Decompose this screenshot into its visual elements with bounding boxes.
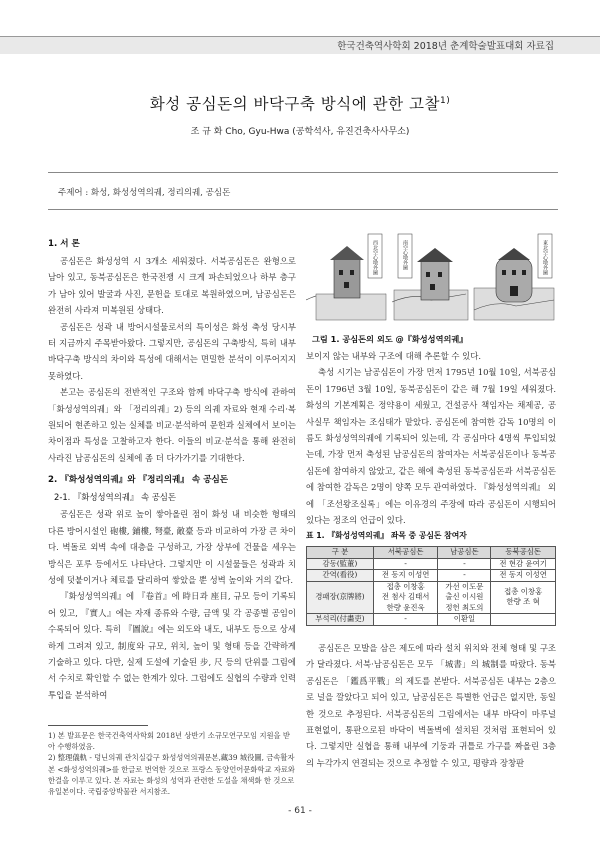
running-header: 한국건축역사학회 2018년 춘계학술발표대회 자료집 xyxy=(337,41,554,52)
figure-label-b: 南空心墩外圖 xyxy=(402,240,408,270)
paragraph: 공심돈은 화성성역 시 3개소 세워졌다. 서북공심돈은 완형으로 남아 있고, 동북공심돈은 한국전쟁 시 크게 파손되었으나 하부 층구가 남아 있어 발굴과 사진, 문헌을 토대로 복원하였으며, 남공심돈은 완전히 사라져 미복원된 상태다. xyxy=(48,256,296,316)
footnotes xyxy=(48,730,296,797)
figure-panel-c xyxy=(474,234,554,320)
table-row xyxy=(307,570,556,582)
figure-panel-a xyxy=(306,234,386,320)
table-cell: 접총 이창홍 전 첨사 김태서 한량 윤진욱 xyxy=(373,581,438,614)
footnote-rule xyxy=(48,725,148,726)
paragraph: 본고는 공심돈의 전반적인 구조와 함께 바닥구축 방식에 관하여 「화성성역의궤」와 「정리의궤」2) 등의 의궤 자료와 현재 수리·복원되어 현존하고 있는 실체를 비교·분석하여 문헌과 실체에서 보이는 차이점과 특성을 고찰하고자 한다. 이들의 비교·분석을 통해 완전히 사라진 남공심돈의 실체에 좀 더 다가가기를 기대한다. xyxy=(48,387,296,463)
table-cell: - xyxy=(373,614,438,626)
table-cell: - xyxy=(438,558,491,570)
table-row xyxy=(307,581,556,614)
footnote-2: 2) 整理儀軌 - 덩닌의궤 관치실갑구 화성성역의궤문본,藏39 城役圖, 금속활자본 <화성성역의궤>를 한글로 번역한 것으로 프랑스 동양언어문화학교 자료와 한결을 이루고 있다. 본 자료는 화성의 성역과 관련한 도설을 채색화 한 것으로 유일본이다. 국립중앙박물관 서지참조. xyxy=(48,753,295,797)
paper-title xyxy=(0,92,600,114)
keywords: 주제어 : 화성, 화성성역의궤, 정리의궤, 공심돈 xyxy=(58,188,231,198)
right-column-bottom xyxy=(306,640,556,771)
title-text: 화성 공심돈의 바닥구축 방식에 관한 고찰 xyxy=(149,95,440,113)
paragraph: 공심돈은 모발을 삼은 제도에 따라 설치 위치와 전체 형태 및 구조가 달라졌다. 서북·남공심돈은 모두 「城書」의 城制를 따랐다. 동북공심돈은 「鑑爲平戰」의 제도를 본받다. 서북공심돈 내부는 2층으로 널을 깔았다고 되어 있고, 남공심돈은 특별한 언급은 없지만, 동일한 것으로 추정된다. 서북공심돈의 그림에서는 내부 바닥이 마루널 표현없이, 통판으로된 바닥이 벽돌벽에 설치된 것처럼 표현되어 있다. 그렇지만 실협을 통해 내부에 기둥과 귀틀로 가구를 짜올린 3층의 누각가지 연결되는 것으로 추정할 수 있고, 평량과 장창판 xyxy=(306,643,556,768)
row-label: 경패장(京牌將) xyxy=(307,581,374,614)
table-cell: 전 동지 이성연 xyxy=(373,570,438,582)
table-cell: 전 현감 윤여기 xyxy=(491,558,556,570)
section-1-title: 1. 서 론 xyxy=(48,239,80,249)
table-header: 동북공심돈 xyxy=(491,547,556,559)
row-label: 간역(看役) xyxy=(307,570,374,582)
footnote-1: 1) 본 발표문은 한국건축역사학회 2018년 상반기 소규모연구모임 지원을 받아 수행하였음. xyxy=(48,731,290,752)
table-cell: 이환일 xyxy=(438,614,491,626)
figure-1-drawings xyxy=(306,230,556,322)
figure-panel-b xyxy=(392,234,468,320)
author-line: 조 규 화 Cho, Gyu-Hwa (공학석사, 유진건축사사무소) xyxy=(190,127,410,137)
figure-label-a: 西北空心墩外圖 xyxy=(372,240,378,275)
paragraph: 보이지 않는 내부와 구조에 대해 추론할 수 있다. xyxy=(306,351,482,361)
section-2-1-title: 2-1. 『화성성역의궤』 속 공심돈 xyxy=(54,492,176,503)
table-cell xyxy=(491,614,556,626)
table-row xyxy=(307,558,556,570)
paragraph: 축성 시기는 남공심돈이 가장 먼저 1795년 10월 10일, 서북공심돈이 1796년 3월 10일, 동북공심돈이 같은 해 7월 19일 세워졌다. 화성의 기본계획은 정약용이 세웠고, 건설공사 책임자는 채제공, 공사실무 책임자는 조심태가 맡았다. 공심돈에 참여한 감독 10명의 이름도 화성성역의궤에 기록되어 있는데, 각 공심마다 4명씩 투입되었는데, 가장 먼저 축성된 남공심돈의 참여자는 서북공심돈이나 동북공심돈에 참여하지 않았고, 같은 해에 축성된 동북공심돈과 서북공심돈에 참여한 감독은 2명이 양쪽 모두 관여하였다. 『화성성역의궤』 외에 「조선왕조실록」에는 이유경의 주장에 따라 공심돈이 시행되어 있다는 정조의 언급이 있다. xyxy=(306,367,556,526)
table-cell: 가선 이도문 출신 이시원 정헌 최도의 xyxy=(438,581,491,614)
table-caption: 표 1. 『화성성역의궤』 좌목 중 공심돈 참여자 xyxy=(306,531,467,540)
table-header-row xyxy=(307,547,556,559)
table-cell: 접총 이창홍 한량 조 혁 xyxy=(491,581,556,614)
table-header: 남공심돈 xyxy=(438,547,491,559)
figure-label-c: 東北空心墩外圖 xyxy=(542,240,548,275)
page-number: - 61 - xyxy=(288,806,312,816)
table-cell: - xyxy=(438,570,491,582)
paragraph: 공심돈은 성곽 내 방어시설물로서의 특이성은 화성 축성 당시부터 지금까지 주목받아왔다. 그렇지만, 공심돈의 구축방식, 특히 내부 바닥구축 방식의 차이와 특성에 대해서는 면밀한 분석이 이루어지지 못하였다. xyxy=(48,321,296,381)
row-label: 부석리(付畵吏) xyxy=(307,614,374,626)
paragraph: 『화성성역의궤』에 『卷首』에 時日과 座目, 규모 등이 기록되어 있고, 『實人』에는 자재 종류와 수량, 금액 및 각 공종별 공임이 수록되어 있다. 특히 『圖說』에는 외도와 내도, 내부도 등으로 상세하게 그려져 있고, 制度와 규모, 위치, 높이 및 형태 등을 간략하게 기술하고 있다. 다만, 실제 도설에 기술된 步, 尺 등의 단위를 그림에서 수치로 확인할 수 없는 한계가 있다. 그럼에도 실협의 수량과 인력투입을 분석하여 xyxy=(48,591,296,700)
table-cell: 전 동지 이성연 xyxy=(491,570,556,582)
left-column xyxy=(48,236,296,703)
table-header: 서북공심돈 xyxy=(373,547,438,559)
paragraph: 공심돈은 성곽 위로 높이 쌓아올린 점이 화성 내 비슷한 형태의 다른 방어시설인 砲樓, 鋪樓, 弩臺, 敵臺 등과 비교하여 가장 큰 차이다. 벽돌로 외벽 속에 대층을 구성하고, 가장 상부에 건물을 세우는 방식은 포루 등에서도 나타난다. 그렇지만 이 시설물들은 성곽과 치성에 덧붙이거나 체료를 달리하여 쌓았을 뿐 성벽 높이와 거의 같다. xyxy=(48,509,296,585)
table-cell: - xyxy=(373,558,438,570)
table-row xyxy=(307,614,556,626)
title-footnote-mark: 1) xyxy=(439,95,451,106)
figure-caption: 그림 1. 공심돈의 외도 @『화성성역의궤』 xyxy=(312,334,468,344)
row-label: 감동(監董) xyxy=(307,558,374,570)
participants-table xyxy=(306,546,556,626)
section-2-title: 2. 『화성성역의궤』와 『정리의궤』 속 공심돈 xyxy=(48,475,229,486)
table-header: 구 분 xyxy=(307,547,374,559)
right-column-top xyxy=(306,348,556,528)
